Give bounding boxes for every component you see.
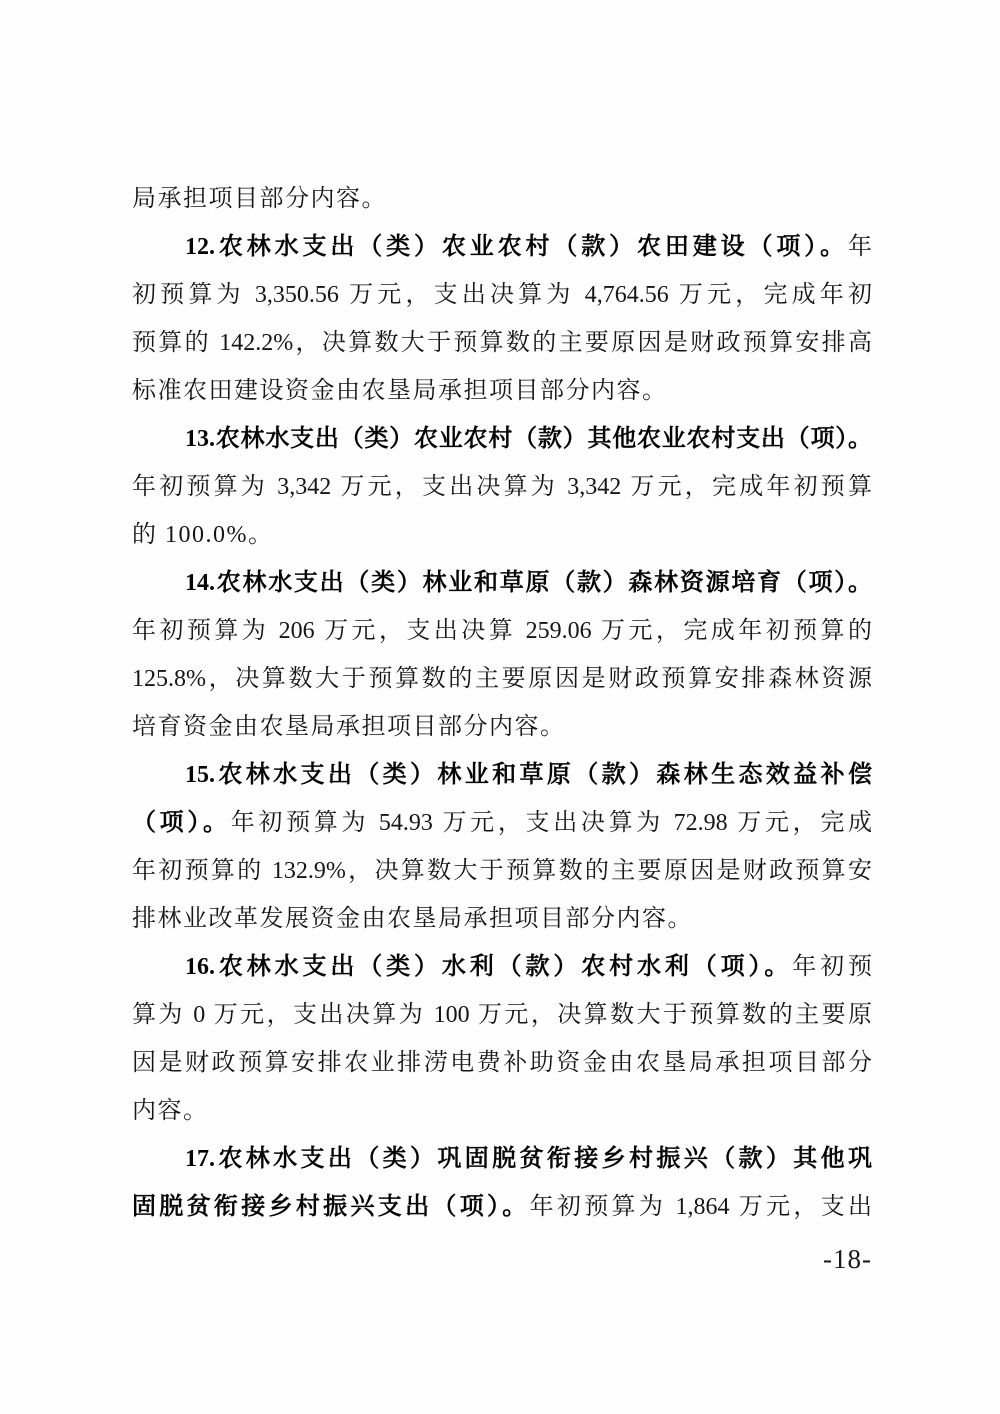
heading-text: 17.农林水支出（类）巩固脱贫衔接乡村振兴（款）其他巩 <box>185 1146 872 1172</box>
body-text: 年初预算为 54.93 万元，支出决算为 72.98 万元，完成 <box>230 810 873 836</box>
body-text: 预算的 142.2%，决算数大于预算数的主要原因是财政预算安排高 <box>132 330 872 356</box>
text-line <box>132 415 872 463</box>
text-line <box>132 463 872 511</box>
text-line <box>132 367 872 415</box>
text-line <box>132 319 872 367</box>
heading-text: （项）。 <box>132 810 231 836</box>
heading-text: 16.农林水支出（类）水利（款）农村水利（项）。 <box>185 954 793 980</box>
body-text: 年 <box>848 234 872 260</box>
body-text: 局承担项目部分内容。 <box>132 186 387 212</box>
heading-text: 15.农林水支出（类）林业和草原（款）森林生态效益补偿 <box>185 762 872 788</box>
body-text: 年初预算为 3,342 万元，支出决算为 3,342 万元，完成年初预算 <box>132 474 872 500</box>
item-15-senlin-shengtai-xiaoyi-buchang <box>132 751 872 943</box>
text-line <box>132 751 872 799</box>
item-13-qita-nongye-nongcun-zhichu <box>132 415 872 559</box>
text-line <box>132 943 872 991</box>
body-text: 算为 0 万元，支出决算为 100 万元，决算数大于预算数的主要原 <box>132 1002 872 1028</box>
text-line <box>132 1039 872 1087</box>
text-line <box>132 799 872 847</box>
text-line <box>132 223 872 271</box>
body-text: 初预算为 3,350.56 万元，支出决算为 4,764.56 万元，完成年初 <box>132 282 872 308</box>
heading-text: 14.农林水支出（类）林业和草原（款）森林资源培育（项）。 <box>185 570 872 596</box>
body-text: 年初预算为 1,864 万元，支出 <box>529 1194 873 1220</box>
body-text: 因是财政预算安排农业排涝电费补助资金由农垦局承担项目部分 <box>132 1050 872 1076</box>
text-line <box>132 991 872 1039</box>
item-16-nongcun-shuili <box>132 943 872 1135</box>
text-line <box>132 175 872 223</box>
body-text: 年初预 <box>792 954 872 980</box>
text-line <box>132 847 872 895</box>
document-text-block <box>132 175 872 1231</box>
body-text: 125.8%，决算数大于预算数的主要原因是财政预算安排森林资源 <box>132 666 872 692</box>
text-line <box>132 559 872 607</box>
body-text: 排林业改革发展资金由农垦局承担项目部分内容。 <box>132 906 693 932</box>
item-14-senlin-ziyuan-peiyu <box>132 559 872 751</box>
text-line <box>132 1135 872 1183</box>
item-12-nonglinshui-nongtian-jianshe <box>132 223 872 415</box>
text-line <box>132 511 872 559</box>
body-text: 年初预算为 206 万元，支出决算 259.06 万元，完成年初预算的 <box>132 618 872 644</box>
text-line <box>132 655 872 703</box>
text-line <box>132 895 872 943</box>
body-text: 年初预算的 132.9%，决算数大于预算数的主要原因是财政预算安 <box>132 858 872 884</box>
text-line <box>132 703 872 751</box>
body-text: 内容。 <box>132 1098 209 1124</box>
body-text: 的 100.0%。 <box>132 522 274 548</box>
text-line <box>132 1183 872 1231</box>
text-line <box>132 1087 872 1135</box>
heading-text: 13.农林水支出（类）农业农村（款）其他农业农村支出（项）。 <box>185 426 872 452</box>
page-number: -18- <box>823 1244 872 1274</box>
text-line <box>132 607 872 655</box>
text-line <box>132 271 872 319</box>
body-text: 培育资金由农垦局承担项目部分内容。 <box>132 714 566 740</box>
heading-text: 12.农林水支出（类）农业农村（款）农田建设（项）。 <box>185 234 848 260</box>
paragraph-continuation <box>132 175 872 223</box>
item-17-gonggu-tuopin-xiangcun-zhenxing <box>132 1135 872 1231</box>
body-text: 标准农田建设资金由农垦局承担项目部分内容。 <box>132 378 668 404</box>
heading-text: 固脱贫衔接乡村振兴支出（项）。 <box>132 1194 530 1220</box>
